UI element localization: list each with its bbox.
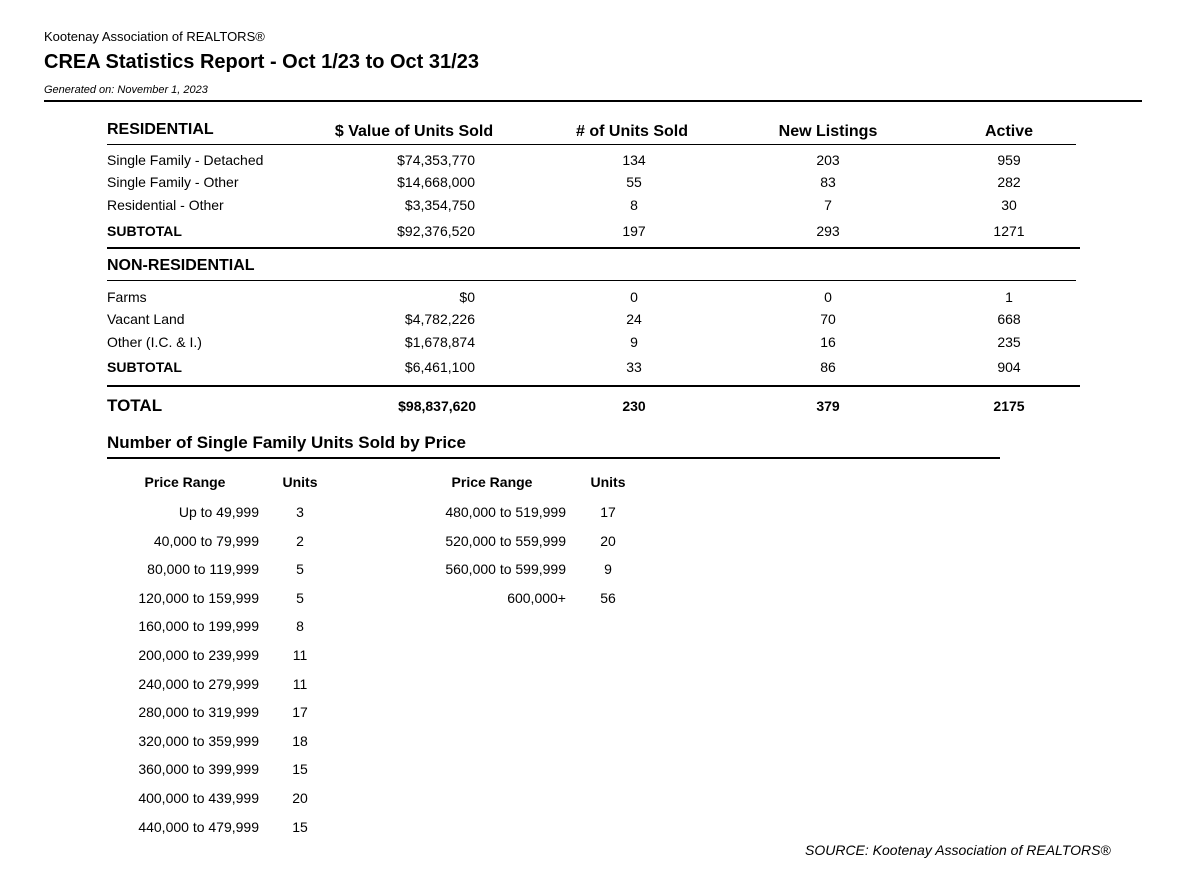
price-section-title: Number of Single Family Units Sold by Price bbox=[107, 433, 466, 452]
col-header-active: Active bbox=[984, 123, 1034, 140]
price-units: 9 bbox=[604, 561, 612, 578]
row-active: 1271 bbox=[993, 223, 1025, 239]
price-section-divider bbox=[107, 457, 1000, 459]
row-value: $74,353,770 bbox=[397, 152, 475, 168]
row-label: Other (I.C. & I.) bbox=[107, 334, 202, 350]
org-name: Kootenay Association of REALTORS® bbox=[44, 29, 265, 44]
price-units: 11 bbox=[292, 647, 308, 663]
row-new-listings: 70 bbox=[820, 311, 836, 327]
price-units: 5 bbox=[296, 561, 304, 578]
price-range: 320,000 to 359,999 bbox=[138, 732, 259, 749]
row-new-listings: 16 bbox=[820, 334, 836, 350]
row-active: 668 bbox=[997, 311, 1021, 327]
generated-date: Generated on: November 1, 2023 bbox=[44, 84, 208, 96]
header-divider bbox=[44, 100, 1142, 102]
price-units: 17 bbox=[600, 504, 616, 520]
col-header-value: $ Value of Units Sold bbox=[334, 123, 494, 140]
row-value: $1,678,874 bbox=[404, 334, 475, 350]
price-range: 440,000 to 479,999 bbox=[138, 818, 259, 835]
units-header-right: Units bbox=[590, 474, 626, 490]
row-new-listings: 86 bbox=[820, 359, 836, 375]
row-active: 904 bbox=[997, 359, 1021, 375]
row-value: $3,354,750 bbox=[404, 197, 475, 213]
price-range: 560,000 to 599,999 bbox=[445, 561, 566, 578]
price-units: 20 bbox=[600, 532, 616, 549]
row-label: SUBTOTAL bbox=[107, 223, 182, 239]
source-note: SOURCE: Kootenay Association of REALTORS® bbox=[805, 842, 1111, 858]
row-label: Farms bbox=[107, 289, 147, 305]
row-units: 197 bbox=[622, 223, 646, 239]
row-new-listings: 0 bbox=[824, 289, 832, 305]
row-new-listings: 293 bbox=[816, 223, 840, 239]
price-units: 2 bbox=[296, 532, 304, 549]
row-label: Residential - Other bbox=[107, 197, 224, 213]
units-header-left: Units bbox=[282, 474, 318, 490]
price-range: 160,000 to 199,999 bbox=[138, 618, 259, 635]
row-units: 33 bbox=[626, 359, 642, 375]
price-range: 360,000 to 399,999 bbox=[138, 761, 259, 778]
price-range-header-left: Price Range bbox=[144, 474, 226, 490]
price-range: Up to 49,999 bbox=[178, 504, 259, 520]
price-units: 18 bbox=[292, 732, 308, 749]
price-range: 480,000 to 519,999 bbox=[445, 504, 566, 520]
price-units: 17 bbox=[292, 704, 308, 721]
row-value: $92,376,520 bbox=[397, 223, 475, 239]
price-units: 15 bbox=[292, 818, 308, 835]
row-new-listings: 7 bbox=[824, 197, 832, 213]
price-range: 400,000 to 439,999 bbox=[138, 790, 259, 806]
row-new-listings: 203 bbox=[816, 152, 840, 168]
total-new-listings: 379 bbox=[816, 398, 840, 414]
price-range: 600,000+ bbox=[507, 589, 566, 606]
price-units: 11 bbox=[292, 675, 308, 692]
price-range: 240,000 to 279,999 bbox=[138, 675, 259, 692]
row-label: Vacant Land bbox=[107, 311, 185, 327]
price-units: 15 bbox=[292, 761, 308, 778]
price-units: 8 bbox=[296, 618, 304, 635]
total-active: 2175 bbox=[993, 398, 1025, 414]
row-units: 134 bbox=[622, 152, 646, 168]
row-units: 0 bbox=[630, 289, 638, 305]
price-range: 520,000 to 559,999 bbox=[445, 532, 566, 549]
non-residential-title: NON-RESIDENTIAL bbox=[107, 257, 255, 274]
row-value: $0 bbox=[459, 289, 475, 305]
col-header-new-listings: New Listings bbox=[778, 123, 878, 140]
row-label: Single Family - Other bbox=[107, 174, 239, 190]
row-units: 9 bbox=[630, 334, 638, 350]
price-units: 3 bbox=[296, 504, 304, 520]
non-residential-header-divider bbox=[107, 280, 1076, 281]
residential-title: RESIDENTIAL bbox=[107, 121, 214, 138]
row-active: 959 bbox=[997, 152, 1021, 168]
total-label: TOTAL bbox=[107, 396, 163, 415]
report-title: CREA Statistics Report - Oct 1/23 to Oct 31/23 bbox=[44, 51, 479, 73]
row-value: $6,461,100 bbox=[404, 359, 475, 375]
row-active: 30 bbox=[1001, 197, 1017, 213]
price-range-header-right: Price Range bbox=[451, 474, 533, 490]
col-header-units: # of Units Sold bbox=[576, 123, 688, 140]
row-label: Single Family - Detached bbox=[107, 152, 264, 168]
residential-bottom-divider bbox=[107, 247, 1080, 249]
residential-header-divider bbox=[107, 144, 1076, 145]
row-active: 282 bbox=[997, 174, 1021, 190]
row-value: $4,782,226 bbox=[404, 311, 475, 327]
price-range: 120,000 to 159,999 bbox=[138, 589, 259, 606]
total-value: $98,837,620 bbox=[398, 398, 476, 414]
total-divider bbox=[107, 385, 1080, 387]
price-range: 80,000 to 119,999 bbox=[147, 561, 259, 578]
total-units: 230 bbox=[622, 398, 646, 414]
price-units: 56 bbox=[600, 589, 616, 606]
row-value: $14,668,000 bbox=[397, 174, 475, 190]
row-new-listings: 83 bbox=[820, 174, 836, 190]
row-units: 24 bbox=[626, 311, 642, 327]
price-range: 200,000 to 239,999 bbox=[138, 647, 259, 663]
price-range: 40,000 to 79,999 bbox=[153, 532, 259, 549]
row-label: SUBTOTAL bbox=[107, 359, 182, 375]
price-units: 20 bbox=[292, 790, 308, 806]
row-units: 8 bbox=[630, 197, 638, 213]
row-units: 55 bbox=[626, 174, 642, 190]
row-active: 1 bbox=[1005, 289, 1013, 305]
price-units: 5 bbox=[296, 589, 304, 606]
price-range: 280,000 to 319,999 bbox=[138, 704, 259, 721]
row-active: 235 bbox=[997, 334, 1021, 350]
